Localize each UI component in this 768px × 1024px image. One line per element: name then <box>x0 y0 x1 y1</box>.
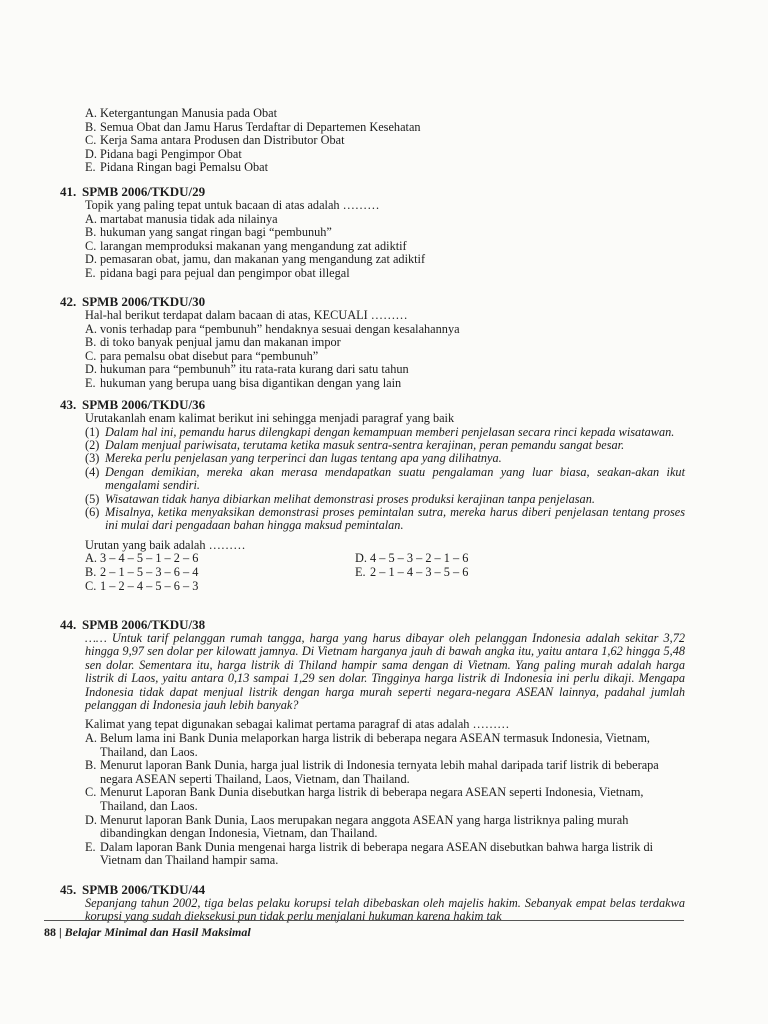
question-prompt: Urutan yang baik adalah ……… <box>85 537 246 552</box>
answer-option <box>85 107 685 121</box>
page-number: 88 | <box>44 925 62 939</box>
option-text: Semua Obat dan Jamu Harus Terdaftar di Departemen Kesehatan <box>100 119 421 134</box>
answer-option <box>85 253 685 267</box>
answer-option <box>355 566 625 580</box>
answer-option <box>85 350 685 364</box>
option-text: Kerja Sama antara Produsen dan Distributor Obat <box>100 133 345 148</box>
answer-option <box>355 552 625 566</box>
numbered-sentence <box>85 426 685 439</box>
answer-option <box>85 814 685 841</box>
sentence-text: Misalnya, ketika menyaksikan demonstrasi proses pemintalan sutra, mereka harus diberi penjelasan tentang proses ini mulai dari pengadaan bahan hingga maksud pemintalan. <box>105 505 685 533</box>
page-footer <box>44 925 251 939</box>
option-letter: A. <box>85 211 97 226</box>
sentence-number: (2) <box>85 438 100 452</box>
option-letter: C. <box>85 238 97 253</box>
question-41 <box>60 184 685 281</box>
option-text: Ketergantungan Manusia pada Obat <box>100 106 277 120</box>
question-stem: Topik yang paling tepat untuk bacaan di atas adalah ……… <box>85 198 380 212</box>
answer-option <box>85 580 355 594</box>
question-header <box>60 617 685 632</box>
answer-option <box>85 121 685 135</box>
question-header <box>60 184 685 199</box>
question-number: 45. <box>60 882 77 897</box>
option-letter: B. <box>85 119 97 134</box>
question-number: 41. <box>60 184 77 199</box>
answer-option <box>85 566 355 580</box>
answer-option <box>85 786 685 813</box>
option-text: 4 – 5 – 3 – 2 – 1 – 6 <box>370 551 469 566</box>
option-letter: D. <box>85 252 97 267</box>
question-code: SPMB 2006/TKDU/30 <box>82 294 206 309</box>
option-text: Dalam laporan Bank Dunia mengenai harga listrik di beberapa negara ASEAN disebutkan bahwa harga listrik di Vietnam dan Thailand hampir sama. <box>100 839 654 868</box>
answer-option <box>85 336 685 350</box>
option-letter: D. <box>355 551 367 566</box>
numbered-sentence <box>85 439 685 452</box>
option-text: hukuman para “pembunuh” itu rata-rata kurang dari satu tahun <box>100 362 409 377</box>
option-text: pemasaran obat, jamu, dan makanan yang mengandung zat adiktif <box>100 252 426 267</box>
option-letter: C. <box>85 348 97 363</box>
reading-passage: …… Untuk tarif pelanggan rumah tangga, harga yang harus dibayar oleh pelanggan Indonesia adalah sekitar 3,72 hingga 9,97 sen dolar per kilowatt jamnya. Di Vietnam harganya jauh di bawah angka itu, yaitu antara 1,62 hingga 5,48 sen dolar. Sementara itu, harga listrik di Thiland hampir sama dengan di Vietnam. Yang paling murah adalah harga listrik di Laos, yaitu antara 0,13 sampai 1,29 sen dolar. Tingginya harga listrik di Indonesia ini perlu dikaji. Mengapa Indonesia tidak dapat menjual listrik dengan harga murah seperti negara-negara ASEAN lainnya, padahal jumlah pelanggan di Indonesia jauh lebih banyak? <box>85 631 685 713</box>
option-text: para pemalsu obat disebut para “pembunuh” <box>100 348 319 363</box>
footer-title: Belajar Minimal dan Hasil Maksimal <box>64 925 251 939</box>
answer-option <box>85 552 355 566</box>
question-code: SPMB 2006/TKDU/29 <box>82 184 206 199</box>
option-letter: C. <box>85 133 97 148</box>
answer-option <box>85 841 685 868</box>
numbered-sentence <box>85 493 685 506</box>
numbered-sentence <box>85 506 685 533</box>
option-letter: D. <box>85 362 97 377</box>
answer-options <box>85 552 685 593</box>
question-header <box>60 294 685 309</box>
option-letter: E. <box>85 375 96 390</box>
option-text: Pidana bagi Pengimpor Obat <box>100 146 242 161</box>
sentence-number: (3) <box>85 451 100 466</box>
reading-passage: Sepanjang tahun 2002, tiga belas pelaku korupsi telah dibebaskan oleh majelis hakim. Sebanyak empat belas terdakwa korupsi yang sudah dieksekusi pun tidak perlu menjalani hukuman karena hakim tak <box>85 896 685 924</box>
answer-option <box>85 363 685 377</box>
sentence-text: Mereka perlu penjelasan yang terperinci dan lugas tentang apa yang dilihatnya. <box>105 451 502 466</box>
option-text: Menurut Laporan Bank Dunia disebutkan harga listrik di beberapa negara ASEAN seperti Indonesia, Vietnam, Thailand, dan Laos. <box>100 785 644 813</box>
option-text: 2 – 1 – 4 – 3 – 5 – 6 <box>370 565 469 580</box>
answer-option <box>85 213 685 227</box>
option-text: Pidana Ringan bagi Pemalsu Obat <box>100 160 269 175</box>
answer-option <box>85 732 685 759</box>
option-letter: A. <box>85 106 97 120</box>
option-letter: A. <box>85 731 97 746</box>
option-text: Belum lama ini Bank Dunia melaporkan harga listrik di beberapa negara ASEAN termasuk Indonesia, Vietnam, Thailand, dan Laos. <box>100 731 650 759</box>
sentence-number: (6) <box>85 505 100 520</box>
question-header <box>60 882 685 897</box>
option-letter: E. <box>355 565 366 580</box>
option-text: hukuman yang sangat ringan bagi “pembunuh” <box>100 225 332 240</box>
option-text: Menurut laporan Bank Dunia, Laos merupakan negara anggota ASEAN yang harga listriknya paling murah dibandingkan dengan Indonesia, Vietnam, dan Thailand. <box>100 812 629 841</box>
option-text: Menurut laporan Bank Dunia, harga jual listrik di Indonesia ternyata lebih mahal daripada tarif listrik di beberapa negara ASEAN seperti Thailand, Laos, Vietnam, dan Thailand. <box>100 758 659 786</box>
answer-option <box>85 148 685 162</box>
option-text: vonis terhadap para “pembunuh” hendaknya sesuai dengan kesalahannya <box>100 321 460 336</box>
numbered-sentence <box>85 466 685 493</box>
option-letter: C. <box>85 785 97 800</box>
question-stem: Kalimat yang tepat digunakan sebagai kalimat pertama paragraf di atas adalah ……… <box>85 717 510 732</box>
question-stem: Hal-hal berikut terdapat dalam bacaan di atas, KECUALI ……… <box>85 308 408 322</box>
answer-option <box>85 134 685 148</box>
footer-divider <box>44 920 684 921</box>
question-code: SPMB 2006/TKDU/38 <box>82 617 206 632</box>
option-letter: A. <box>85 321 97 336</box>
answer-option <box>85 226 685 240</box>
answer-option <box>85 240 685 254</box>
option-letter: B. <box>85 758 97 773</box>
option-text: martabat manusia tidak ada nilainya <box>100 211 278 226</box>
question-number: 44. <box>60 617 77 632</box>
option-letter: E. <box>85 839 96 854</box>
previous-question-options <box>85 107 685 175</box>
question-42 <box>60 294 685 391</box>
option-letter: D. <box>85 812 97 827</box>
question-45 <box>60 882 685 924</box>
option-letter: B. <box>85 225 97 240</box>
question-number: 42. <box>60 294 77 309</box>
option-text: 1 – 2 – 4 – 5 – 6 – 3 <box>100 578 199 593</box>
option-letter: B. <box>85 565 97 580</box>
sentence-text: Wisatawan tidak hanya dibiarkan melihat demonstrasi proses produksi kerajinan tanpa penjelasan. <box>105 491 595 506</box>
answer-option <box>85 377 685 391</box>
option-letter: D. <box>85 146 97 161</box>
sentence-number: (4) <box>85 464 100 479</box>
answer-option <box>85 323 685 337</box>
sentence-text: Dalam hal ini, pemandu harus dilengkapi dengan kemampuan memberi penjelasan secara rinci kepada wisatawan. <box>105 424 675 439</box>
option-letter: E. <box>85 265 96 280</box>
question-header <box>60 397 685 412</box>
question-code: SPMB 2006/TKDU/36 <box>82 397 206 412</box>
option-letter: C. <box>85 578 97 593</box>
option-letter: E. <box>85 160 96 175</box>
option-text: 3 – 4 – 5 – 1 – 2 – 6 <box>100 551 199 566</box>
option-text: di toko banyak penjual jamu dan makanan impor <box>100 335 341 350</box>
answer-option <box>85 161 685 175</box>
sentence-number: (5) <box>85 491 100 506</box>
option-text: larangan memproduksi makanan yang mengandung zat adiktif <box>100 238 407 253</box>
question-44 <box>60 617 685 868</box>
sentence-text: Dalam menjual pariwisata, terutama ketika masuk sentra-sentra kerajinan, peran pemandu sangat besar. <box>105 438 625 452</box>
option-letter: A. <box>85 551 97 566</box>
option-letter: B. <box>85 335 97 350</box>
option-text: 2 – 1 – 5 – 3 – 6 – 4 <box>100 565 199 580</box>
sentence-number: (1) <box>85 424 100 439</box>
option-text: hukuman yang berupa uang bisa digantikan dengan yang lain <box>100 375 402 390</box>
answer-option <box>85 267 685 281</box>
answer-option <box>85 759 685 786</box>
numbered-sentence <box>85 452 685 465</box>
question-stem: Urutakanlah enam kalimat berikut ini sehingga menjadi paragraf yang baik <box>85 411 455 425</box>
option-text: pidana bagi para pejual dan pengimpor obat illegal <box>100 265 350 280</box>
question-43 <box>60 397 685 593</box>
question-number: 43. <box>60 397 77 412</box>
question-code: SPMB 2006/TKDU/44 <box>82 882 206 897</box>
sentence-text: Dengan demikian, mereka akan merasa mendapatkan suatu pengalaman yang luar biasa, seakan-akan ikut mengalami sendiri. <box>105 464 685 493</box>
